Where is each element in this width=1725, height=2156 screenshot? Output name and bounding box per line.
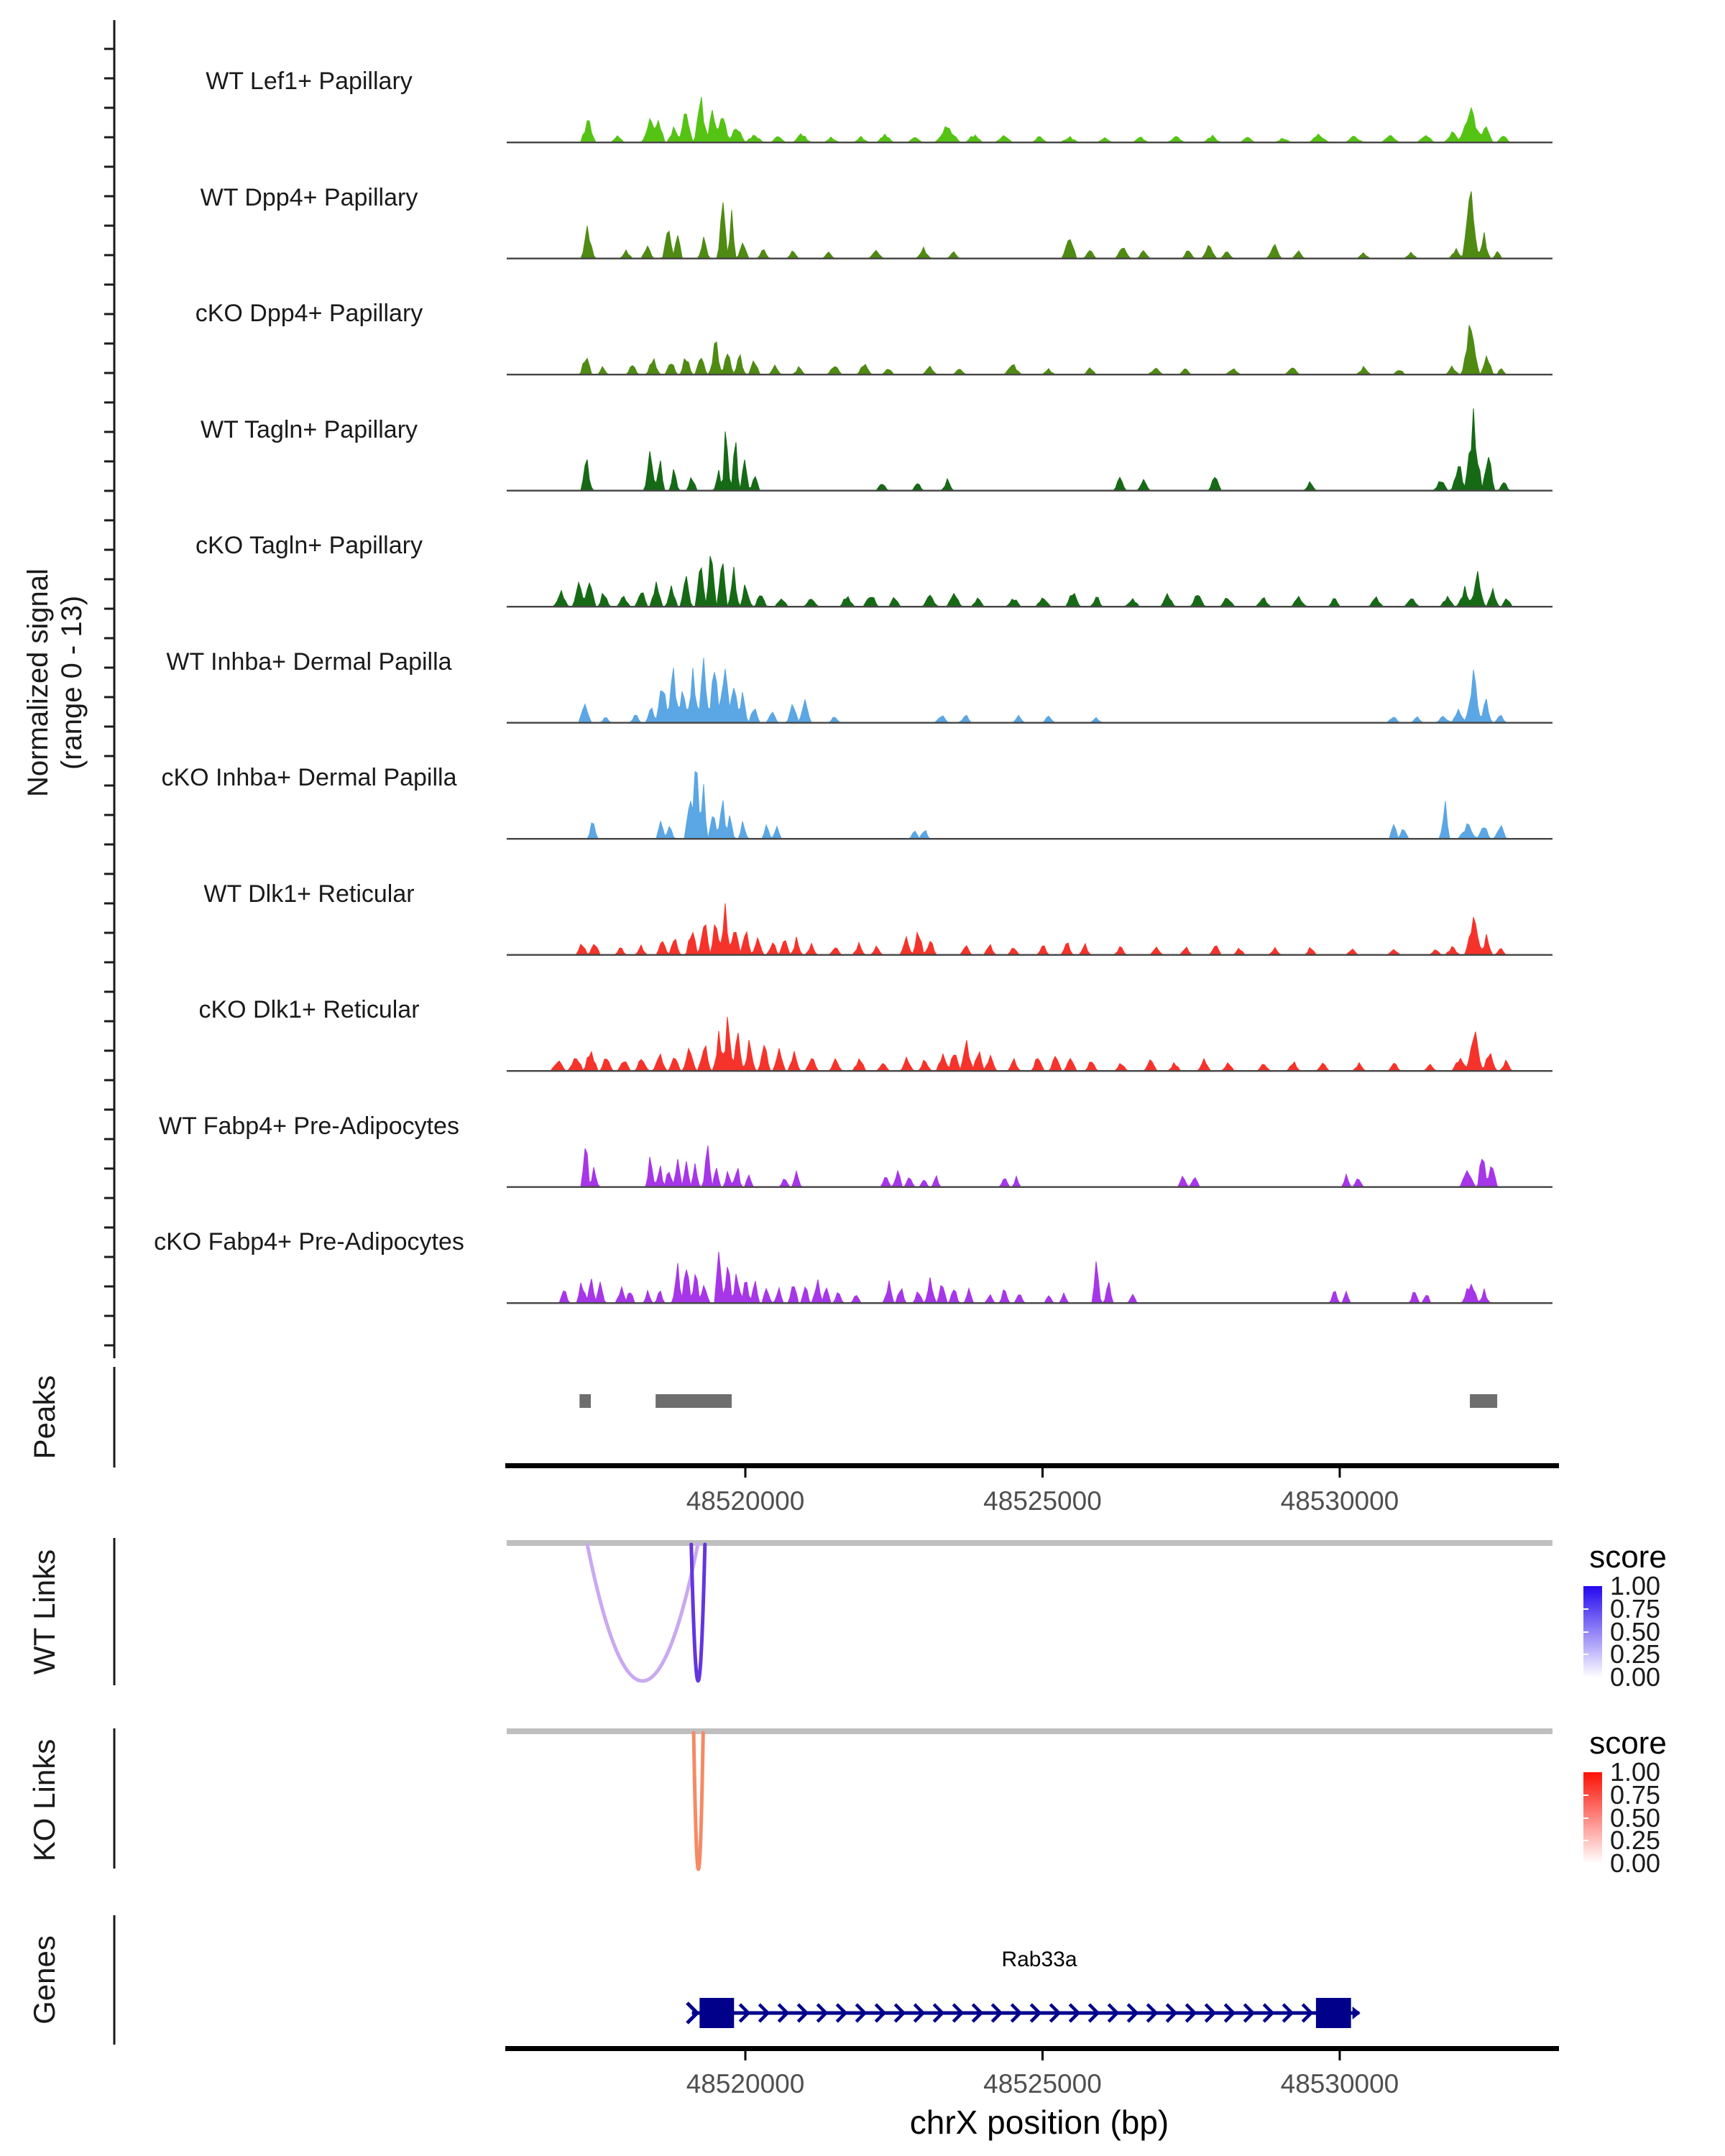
wt-link-arc-2 [691,1544,705,1681]
wt-links-bracket [114,1538,116,1685]
track-label-3: cKO Dpp4+ Papillary [195,300,423,327]
signal-axis-tick [104,1050,114,1052]
genes-bracket [114,1915,116,2045]
signal-axis-tick [104,225,114,227]
signal-axis-tick [104,461,114,463]
x-axis-tick [745,1468,747,1478]
ko-links-section-label: KO Links [27,1738,61,1862]
track-baseline-11 [507,1302,1552,1304]
ko-link-arc-1 [694,1733,703,1869]
signal-axis-tick [104,755,114,757]
legend-label-wt-0.00: 0.00 [1610,1662,1661,1692]
genes-section-label: Genes [27,1935,61,2024]
legend-label-wt-0.25: 0.25 [1610,1639,1661,1669]
signal-area-2 [507,191,1552,258]
legend-notch [1583,1608,1588,1610]
track-baseline-8 [507,954,1552,956]
track-label-7: cKO Inhba+ Dermal Papilla [161,764,457,791]
track-label-5: cKO Tagln+ Papillary [196,532,423,559]
signal-axis-tick [104,1109,114,1111]
x-axis-line [505,2046,1559,2051]
signal-area-10 [507,1146,1552,1187]
peak-region-2 [656,1394,732,1408]
track-label-9: cKO Dlk1+ Reticular [198,996,420,1023]
track-baseline-7 [507,838,1552,839]
track-baseline-6 [507,722,1552,724]
signal-axis-tick [104,608,114,610]
x-axis-tick [1041,2051,1044,2060]
signal-area-11 [507,1252,1552,1303]
signal-axis-tick [104,932,114,934]
wt-link-arc-1 [587,1544,698,1681]
signal-axis-tick [104,1315,114,1317]
signal-axis-tick [104,1168,114,1170]
peaks-section-label: Peaks [27,1375,61,1460]
signal-axis-tick [104,1286,114,1288]
wt-links-baseline [507,1540,1552,1546]
x-axis-line [505,1463,1559,1468]
signal-axis-tick [104,166,114,168]
track-baseline-5 [507,606,1552,607]
track-label-6: WT Inhba+ Dermal Papilla [166,648,452,676]
track-baseline-4 [507,490,1552,492]
track-label-11: cKO Fabp4+ Pre-Adipocytes [154,1228,464,1256]
signal-axis-tick [104,579,114,581]
signal-axis-tick [104,372,114,374]
peaks-bracket [114,1367,116,1468]
x-axis-tick [1041,1468,1044,1478]
signal-axis-tick [104,284,114,286]
signal-axis-tick [104,490,114,492]
x-axis-tick [1338,1468,1340,1478]
x-tick-label-48525000: 48525000 [983,2069,1102,2099]
legend-title-wt: score [1589,1539,1667,1575]
x-tick-label-48530000: 48530000 [1280,2069,1399,2099]
x-axis-tick [1338,2051,1340,2060]
signal-axis-tick [104,107,114,109]
y-axis-title-line2: (range 0 - 13) [56,595,88,770]
gene-name-label: Rab33a [1001,1948,1077,1971]
signal-axis-tick [104,1079,114,1082]
x-tick-label-48525000: 48525000 [983,1486,1102,1516]
signal-axis-tick [104,814,114,816]
legend-label-wt-0.50: 0.50 [1610,1616,1661,1646]
legend-notch [1583,1795,1588,1796]
x-tick-label-48520000: 48520000 [686,1486,805,1516]
y-axis-title [22,410,93,956]
legend-notch [1583,1840,1588,1841]
legend-label-ko-0.25: 0.25 [1610,1825,1661,1856]
x-tick-label-48530000: 48530000 [1280,1486,1399,1516]
ko-links-baseline [507,1728,1552,1734]
track-label-2: WT Dpp4+ Papillary [200,183,418,211]
peak-region-3 [1470,1394,1497,1408]
legend-label-wt-0.75: 0.75 [1610,1593,1661,1623]
track-label-4: WT Tagln+ Papillary [200,415,418,443]
track-baseline-9 [507,1070,1552,1072]
signal-area-8 [507,903,1552,955]
x-axis-tick [745,2051,747,2060]
x-axis-title: chrX position (bp) [909,2104,1169,2141]
legend-label-ko-0.50: 0.50 [1610,1802,1661,1833]
y-axis-title-line1: Normalized signal [22,568,54,797]
legend-label-ko-0.00: 0.00 [1610,1848,1661,1878]
gene-exon-1 [699,1998,734,2028]
signal-axis-tick [104,962,114,964]
track-baseline-1 [507,142,1552,143]
x-tick-label-48520000: 48520000 [686,2069,805,2099]
legend-label-wt-1.00: 1.00 [1610,1571,1661,1600]
legend-notch [1583,1631,1588,1633]
signal-area-4 [507,408,1552,490]
signal-area-9 [507,1017,1552,1071]
signal-area-5 [507,556,1552,607]
signal-area-1 [507,97,1552,142]
signal-axis-tick [104,696,114,699]
peak-region-1 [579,1394,591,1408]
signal-axis-tick [104,991,114,993]
signal-area-3 [507,325,1552,374]
signal-axis-tick [104,343,114,345]
ko-links-bracket [114,1728,116,1869]
legend-notch [1583,1818,1588,1819]
track-baseline-10 [507,1187,1552,1188]
signal-axis-tick [104,402,114,404]
signal-axis-tick [104,1345,114,1347]
wt-links-section-label: WT Links [27,1549,61,1675]
signal-area-6 [507,658,1552,722]
legend-title-ko: score [1589,1726,1667,1761]
signal-axis-tick [104,254,114,257]
signal-axis-line [114,20,116,1358]
track-label-10: WT Fabp4+ Pre-Adipocytes [159,1112,459,1140]
gene-end-arrow [1353,2007,1361,2019]
signal-axis-tick [104,520,114,522]
signal-area-7 [507,772,1552,839]
signal-axis-tick [104,726,114,728]
signal-axis-tick [104,137,114,139]
signal-axis-tick [104,1197,114,1199]
legend-label-ko-0.75: 0.75 [1610,1779,1661,1810]
signal-axis-tick [104,637,114,640]
legend-notch [1583,1654,1588,1655]
track-label-1: WT Lef1+ Papillary [206,68,413,95]
signal-axis-tick [104,873,114,875]
track-baseline-2 [507,258,1552,259]
gene-body-line [692,2012,1360,2015]
track-label-8: WT Dlk1+ Reticular [203,880,415,908]
legend-label-ko-1.00: 1.00 [1610,1757,1661,1787]
signal-axis-tick [104,844,114,846]
track-baseline-3 [507,374,1552,375]
signal-axis-tick [104,48,114,50]
gene-exon-2 [1316,1998,1351,2028]
